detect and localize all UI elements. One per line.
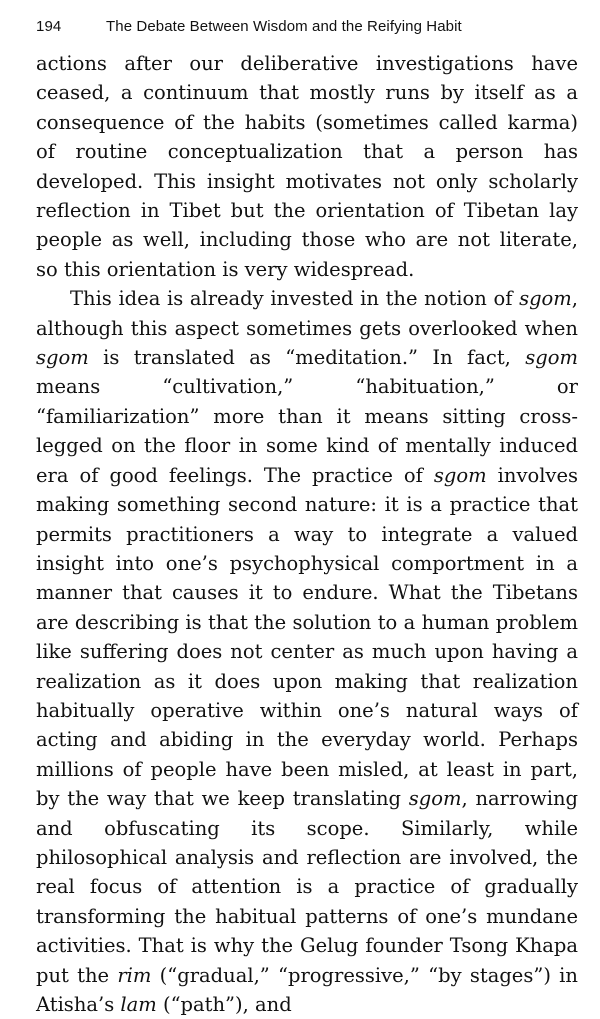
page-number: 194 [36,18,62,35]
italic-term: lam [120,993,157,1016]
text-run: involves making something second nature: it is a practice that permits practitioners a way to integrate a valued insight into one’s psychophysical comportment in a manner that causes it to endure. What the Tibetans are describing is that the solution to a human problem like suffering does not center as much upon having a realization as it does upon making that realization habitually operative within one’s natural ways of acting and abiding in the everyday world. Perhaps millions of people have been misled, at least in part, by the way that we keep translating [36,463,578,811]
paragraph [36,284,578,1019]
text-run: , although this aspect sometimes gets overlooked when [36,287,578,340]
running-title: The Debate Between Wisdom and the Reifying Habit [106,18,462,35]
italic-term: sgom [519,287,572,311]
running-header [36,18,578,35]
text-run: This idea is already invested in the notion of [70,287,520,311]
italic-term: sgom [36,346,89,370]
text-run: actions after our deliberative investigations have ceased, a continuum that mostly runs by itself as a consequence of the habits (sometimes called karma) of routine conceptualization that a person has developed. This insight motivates not only scholarly reflection in Tibet but the orientation of Tibetan lay people as well, including those who are not literate, so this orientation is very widespread. [36,52,578,281]
body-text [36,49,578,1019]
text-run: (“path”), and [156,993,292,1016]
text-run: means “cultivation,” “habituation,” or “familiarization” more than it means sitting cross-legged on the floor in some kind of mentally induced era of good feelings. The practice of [36,375,578,487]
text-run: (“gradual,” “progressive,” “by stages”) in Atisha’s [36,963,578,1016]
text-run: is translated as “meditation.” In fact, [88,346,526,370]
italic-term: sgom [525,346,578,370]
italic-term: rim [117,963,152,987]
italic-term: sgom [433,463,487,487]
paragraph [36,49,578,284]
italic-term: sgom [408,787,462,811]
text-run: , narrowing and obfuscating its scope. Similarly, while philosophical analysis and reflection are involved, the real focus of attention is a practice of gradually transforming the habitual patterns of one’s mundane activities. That is why the Gelug founder Tsong Khapa put the [36,787,578,987]
